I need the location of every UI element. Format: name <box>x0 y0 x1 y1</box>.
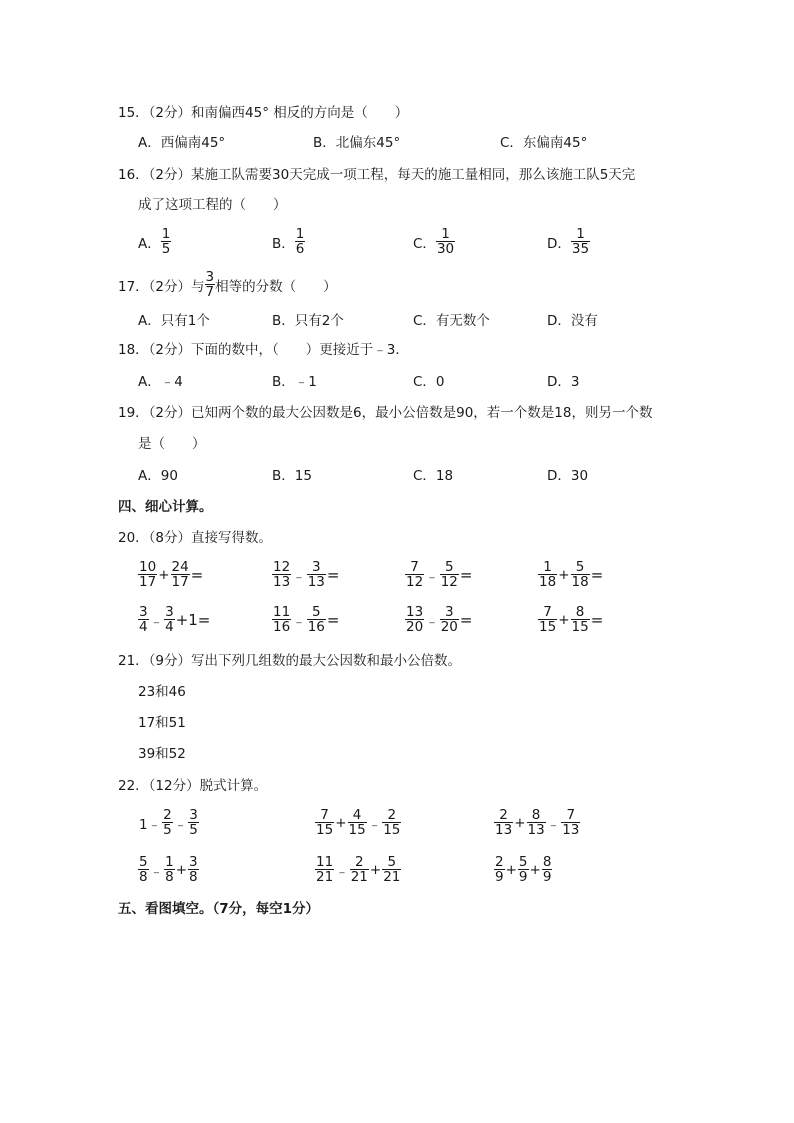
numerator: 4 <box>352 807 362 823</box>
numerator: 3 <box>139 604 148 620</box>
fraction <box>538 560 557 589</box>
numerator: 3 <box>189 807 198 823</box>
expression-tail: = <box>590 610 604 629</box>
numerator: 2 <box>354 854 364 870</box>
fraction <box>440 605 459 634</box>
numerator: 2 <box>495 854 504 870</box>
fraction <box>405 605 424 634</box>
numerator: 5 <box>387 854 397 870</box>
denominator: 15 <box>348 822 366 838</box>
fraction <box>171 560 190 589</box>
q21-item: 39和52 <box>138 746 186 762</box>
denominator: 7 <box>205 284 215 300</box>
fraction <box>382 855 401 884</box>
operator: + <box>158 566 170 583</box>
q17-stem <box>118 270 337 299</box>
q22-expression <box>494 855 552 884</box>
q19-stem-line2: 是（ ） <box>138 436 206 452</box>
option-label: D． <box>547 235 571 252</box>
numerator: 2 <box>499 807 508 823</box>
section-4-title: 四、细心计算。 <box>118 499 213 515</box>
q17-option-d: D．没有 <box>547 313 598 329</box>
q16-option-c <box>413 227 455 256</box>
option-label: A． <box>138 235 161 252</box>
numerator: 3 <box>311 559 321 575</box>
denominator: 15 <box>316 822 334 838</box>
denominator: 5 <box>161 241 171 257</box>
fraction <box>350 855 369 884</box>
denominator: 20 <box>440 619 458 635</box>
numerator: 1 <box>441 226 450 242</box>
q16-option-b <box>272 227 305 256</box>
q19-option-d: D．30 <box>547 468 589 484</box>
denominator: 4 <box>165 619 174 635</box>
operator: ﹣ <box>546 816 561 833</box>
numerator: 10 <box>139 559 157 575</box>
numerator: 7 <box>543 604 552 620</box>
denominator: 5 <box>189 822 198 838</box>
operator: + <box>558 566 570 583</box>
operator: ﹣ <box>425 613 439 630</box>
fraction <box>538 605 557 634</box>
q19-stem-line1: 19．（2分）已知两个数的最大公因数是6，最小公倍数是90，若一个数是18，则另一个数 <box>118 405 653 421</box>
q22-expression <box>315 808 401 837</box>
denominator: 9 <box>518 869 528 885</box>
section-5-title: 五、看图填空。（7分，每空1分） <box>118 901 320 917</box>
fraction <box>571 560 590 589</box>
fraction <box>561 808 580 837</box>
denominator: 16 <box>307 619 325 635</box>
q18-option-a: A．﹣4 <box>138 374 183 390</box>
operator: + <box>369 861 382 878</box>
fraction <box>518 855 529 884</box>
q21-item: 23和46 <box>138 684 186 700</box>
numerator: 5 <box>444 559 454 575</box>
denominator: 12 <box>406 574 424 590</box>
denominator: 13 <box>495 822 513 838</box>
q22-expression <box>494 808 580 837</box>
q17-option-a: A．只有1个 <box>138 313 210 329</box>
operator: ﹣ <box>425 568 439 585</box>
numerator: 1 <box>161 226 171 242</box>
expression-tail: = <box>326 565 340 584</box>
denominator: 18 <box>571 574 589 590</box>
q22-expression <box>138 808 199 837</box>
q19-option-a: A．90 <box>138 468 178 484</box>
q20-expression <box>272 560 339 589</box>
denominator: 8 <box>165 869 174 885</box>
numerator: 13 <box>406 604 424 620</box>
numerator: 7 <box>320 807 329 823</box>
denominator: 18 <box>539 574 557 590</box>
q17-option-b: B．只有2个 <box>272 313 344 329</box>
fraction <box>295 227 306 256</box>
fraction <box>138 605 149 634</box>
numerator: 3 <box>205 269 215 285</box>
numerator: 5 <box>311 604 321 620</box>
denominator: 6 <box>295 241 305 257</box>
denominator: 21 <box>316 869 334 885</box>
q16-stem-line2: 成了这项工程的（ ） <box>138 197 287 213</box>
operator: + <box>335 814 347 831</box>
operator: + <box>514 814 526 831</box>
q16-option-a <box>138 227 171 256</box>
numerator: 8 <box>575 604 585 620</box>
q15-option-a: A．西偏南45° <box>138 135 226 151</box>
q16-option-d <box>547 227 590 256</box>
expression-tail: = <box>459 565 473 584</box>
operator: + <box>505 861 517 878</box>
q20-expression <box>272 605 339 634</box>
numerator: 8 <box>531 807 541 823</box>
numerator: 2 <box>387 807 397 823</box>
fraction <box>315 855 334 884</box>
fraction <box>348 808 367 837</box>
option-label: B． <box>272 235 295 252</box>
q18-option-c: C．0 <box>413 374 445 390</box>
fraction <box>307 605 326 634</box>
denominator: 5 <box>163 822 172 838</box>
q17-option-c: C．有无数个 <box>413 313 490 329</box>
expression-tail: = <box>459 610 473 629</box>
q17-stem-prefix: 17．（2分）与 <box>118 278 205 295</box>
denominator: 21 <box>350 869 368 885</box>
fraction <box>188 855 199 884</box>
q20-expression <box>405 605 472 634</box>
numerator: 7 <box>566 807 576 823</box>
denominator: 4 <box>139 619 148 635</box>
operator: + <box>175 861 187 878</box>
numerator: 7 <box>410 559 419 575</box>
operator: + <box>558 611 570 628</box>
denominator: 8 <box>139 869 148 885</box>
q15-stem: 15．（2分）和南偏西45° 相反的方向是（ ） <box>118 105 409 121</box>
fraction <box>494 808 513 837</box>
q15-option-c: C．东偏南45° <box>500 135 588 151</box>
denominator: 13 <box>527 822 545 838</box>
denominator: 12 <box>440 574 458 590</box>
operator: ﹣ <box>149 863 164 880</box>
numerator: 11 <box>273 604 291 620</box>
numerator: 24 <box>171 559 189 575</box>
fraction <box>138 855 149 884</box>
denominator: 35 <box>571 241 590 257</box>
numerator: 3 <box>165 604 174 620</box>
q17-stem-suffix: 相等的分数（ ） <box>215 278 337 295</box>
fraction <box>571 227 590 256</box>
fraction <box>205 270 216 299</box>
numerator: 5 <box>575 559 585 575</box>
q18-option-d: D．3 <box>547 374 580 390</box>
fraction <box>527 808 546 837</box>
q20-expression <box>538 560 603 589</box>
fraction <box>382 808 401 837</box>
denominator: 21 <box>383 869 401 885</box>
denominator: 17 <box>139 574 157 590</box>
fraction <box>164 605 175 634</box>
fraction <box>405 560 424 589</box>
numerator: 1 <box>295 226 305 242</box>
denominator: 17 <box>171 574 189 590</box>
q22-expression <box>138 855 199 884</box>
q21-stem: 21．（9分）写出下列几组数的最大公因数和最小公倍数。 <box>118 653 462 669</box>
option-label: C． <box>413 235 436 252</box>
operator: + <box>529 861 541 878</box>
fraction <box>494 855 505 884</box>
operator: ﹣ <box>173 816 188 833</box>
numerator: 3 <box>189 854 198 870</box>
fraction <box>164 855 175 884</box>
denominator: 15 <box>383 822 401 838</box>
denominator: 13 <box>562 822 580 838</box>
fraction <box>315 808 334 837</box>
fraction <box>272 605 291 634</box>
denominator: 13 <box>273 574 291 590</box>
numerator: 3 <box>444 604 454 620</box>
q16-stem-line1: 16．（2分）某施工队需要30天完成一项工程，每天的施工量相同，那么该施工队5天完 <box>118 167 636 183</box>
q20-expression <box>138 560 203 589</box>
numerator: 1 <box>576 226 585 242</box>
q20-expression <box>405 560 472 589</box>
denominator: 9 <box>542 869 552 885</box>
expression-lead: 1﹣ <box>139 816 162 833</box>
numerator: 5 <box>139 854 148 870</box>
denominator: 8 <box>189 869 198 885</box>
q15-option-b: B．北偏东45° <box>313 135 401 151</box>
denominator: 15 <box>539 619 557 635</box>
fraction <box>307 560 326 589</box>
q20-expression <box>538 605 603 634</box>
numerator: 1 <box>543 559 552 575</box>
denominator: 9 <box>495 869 504 885</box>
expression-tail: = <box>190 565 204 584</box>
numerator: 11 <box>316 854 334 870</box>
operator: ﹣ <box>292 613 306 630</box>
q20-expression <box>138 605 210 634</box>
denominator: 13 <box>307 574 325 590</box>
numerator: 1 <box>165 854 174 870</box>
q18-stem: 18．（2分）下面的数中，（ ）更接近于﹣3． <box>118 342 409 358</box>
denominator: 16 <box>273 619 291 635</box>
operator: ﹣ <box>292 568 306 585</box>
expression-tail: = <box>590 565 604 584</box>
fraction <box>542 855 553 884</box>
fraction <box>436 227 455 256</box>
numerator: 5 <box>518 854 528 870</box>
numerator: 2 <box>163 807 172 823</box>
fraction <box>138 560 157 589</box>
denominator: 15 <box>571 619 589 635</box>
fraction <box>161 227 172 256</box>
denominator: 30 <box>436 241 455 257</box>
q19-option-b: B．15 <box>272 468 312 484</box>
q19-option-c: C．18 <box>413 468 454 484</box>
denominator: 20 <box>406 619 424 635</box>
fraction <box>188 808 199 837</box>
expression-tail: +1= <box>175 610 211 629</box>
numerator: 12 <box>273 559 291 575</box>
fraction <box>440 560 459 589</box>
numerator: 8 <box>542 854 552 870</box>
operator: ﹣ <box>367 816 382 833</box>
q22-expression <box>315 855 401 884</box>
operator: ﹣ <box>149 613 164 630</box>
fraction <box>272 560 291 589</box>
operator: ﹣ <box>335 863 349 880</box>
expression-tail: = <box>326 610 340 629</box>
fraction <box>571 605 590 634</box>
fraction <box>162 808 173 837</box>
q20-stem: 20．（8分）直接写得数。 <box>118 530 273 546</box>
q21-item: 17和51 <box>138 715 186 731</box>
q22-stem: 22．（12分）脱式计算。 <box>118 778 268 794</box>
q18-option-b: B．﹣1 <box>272 374 317 390</box>
